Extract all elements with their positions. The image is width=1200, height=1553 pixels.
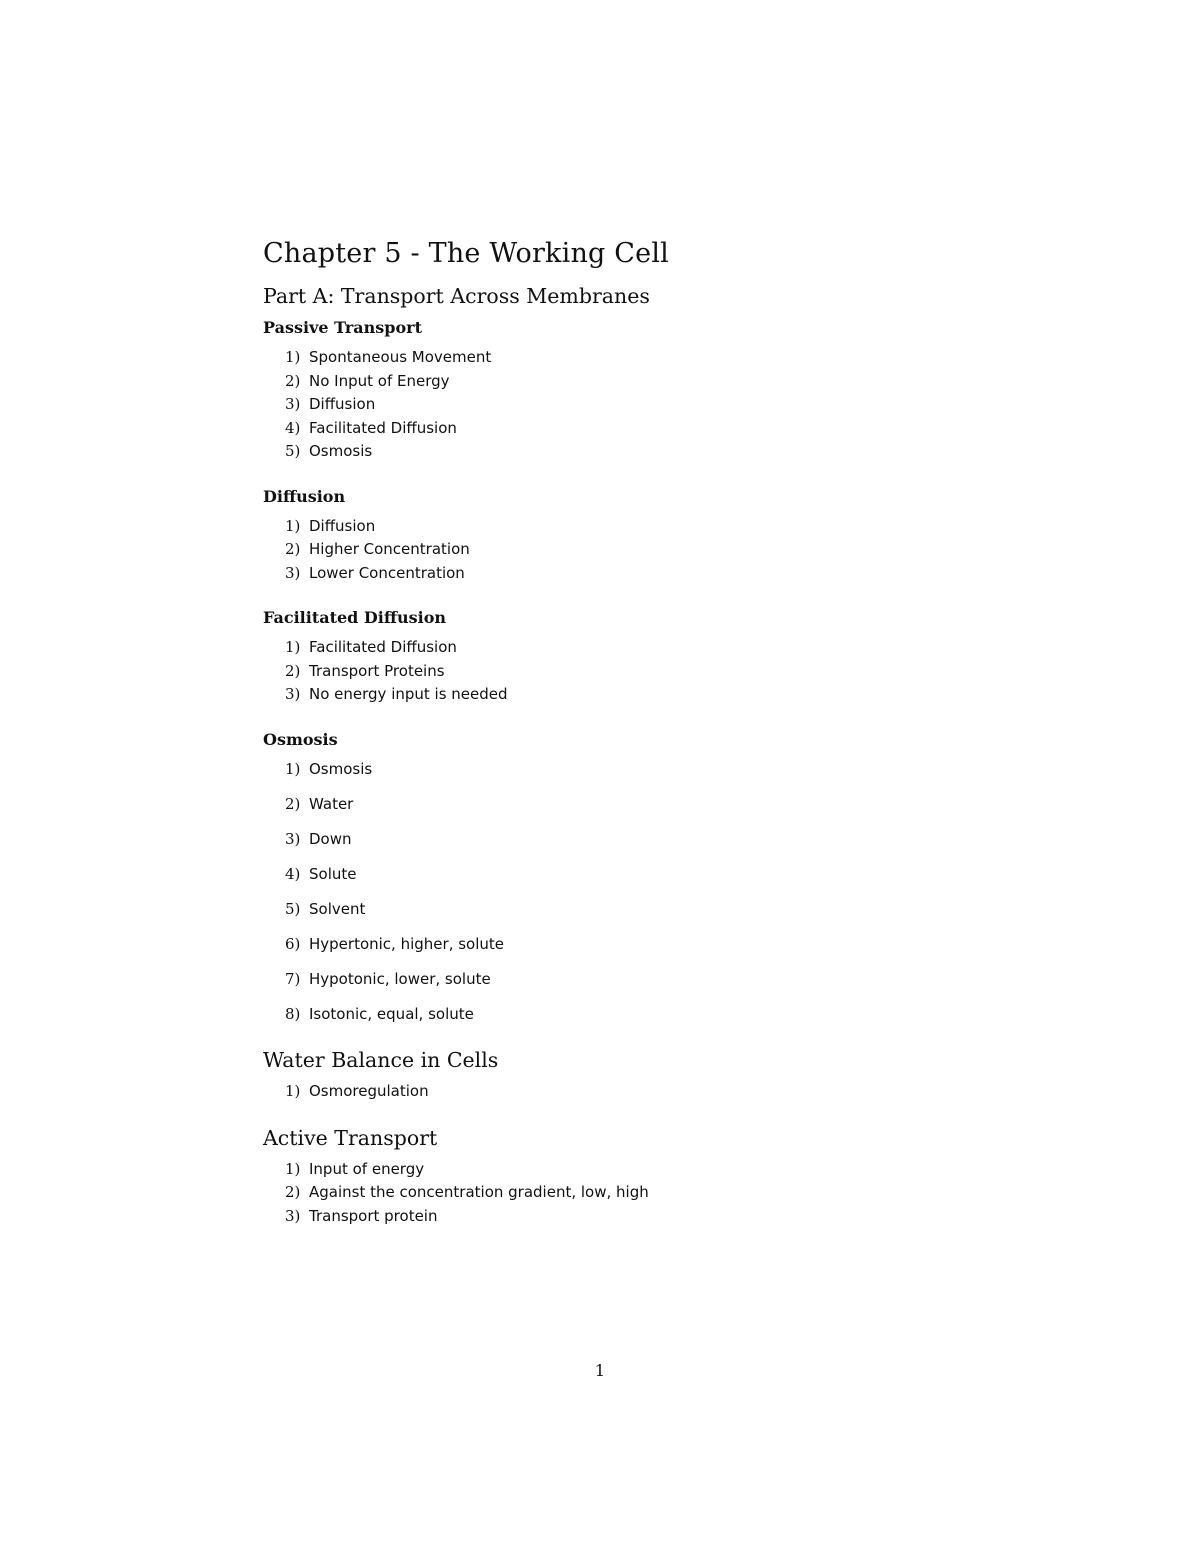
list-item [285, 538, 963, 562]
list-item [285, 1003, 963, 1027]
list-item [285, 1080, 963, 1104]
list-item [285, 1181, 963, 1205]
osmosis-heading: Osmosis [263, 729, 338, 749]
list-item [285, 370, 963, 394]
item-text: Isotonic, equal, solute [309, 1005, 474, 1024]
water-balance-list [263, 1080, 963, 1104]
item-number: 2) [285, 1183, 301, 1202]
list-item [285, 636, 963, 660]
item-text: Facilitated Diffusion [309, 418, 457, 437]
item-text: Lower Concentration [309, 563, 465, 582]
item-number: 2) [285, 540, 301, 558]
item-text: Diffusion [309, 516, 376, 535]
page-content [263, 232, 963, 1228]
item-number: 3) [285, 1206, 301, 1225]
list-item [285, 1205, 963, 1229]
item-number: 3) [285, 685, 301, 703]
item-text: Osmosis [309, 442, 373, 460]
item-text: Against the concentration gradient, low, high [309, 1183, 649, 1202]
item-text: Hypertonic, higher, solute [309, 934, 504, 953]
item-text: Hypotonic, lower, solute [309, 970, 491, 989]
item-text: Diffusion [309, 395, 376, 413]
item-text: Higher Concentration [309, 540, 470, 558]
item-number: 1) [285, 1159, 301, 1178]
list-item [285, 346, 963, 370]
item-text: Water [309, 794, 354, 813]
item-number: 6) [285, 934, 301, 953]
active-transport-list [263, 1158, 963, 1229]
item-text: Spontaneous Movement [309, 348, 492, 366]
item-number: 1) [285, 516, 301, 535]
item-number: 7) [285, 970, 301, 989]
diffusion-list [263, 515, 963, 586]
list-item [285, 758, 963, 782]
list-item [285, 660, 963, 684]
spacer [263, 585, 963, 605]
item-text: Solvent [309, 899, 366, 918]
active-transport-heading: Active Transport [263, 1125, 438, 1150]
list-item [285, 440, 963, 464]
list-item [285, 515, 963, 539]
list-item [285, 863, 963, 887]
item-text: No Input of Energy [309, 371, 450, 390]
item-number: 5) [285, 899, 301, 918]
item-text: Facilitated Diffusion [309, 638, 457, 656]
chapter-title: Chapter 5 - The Working Cell [263, 238, 670, 269]
list-item [285, 417, 963, 441]
item-text: Transport Proteins [309, 661, 445, 680]
water-balance-heading: Water Balance in Cells [263, 1048, 499, 1073]
item-number: 3) [285, 563, 301, 582]
list-item [285, 1158, 963, 1182]
item-text: Down [309, 829, 352, 848]
list-item [285, 562, 963, 586]
facilitated-diffusion-heading: Facilitated Diffusion [263, 608, 447, 627]
item-text: Input of energy [309, 1159, 425, 1178]
item-number: 5) [285, 442, 301, 460]
list-item [285, 683, 963, 707]
item-number: 2) [285, 371, 301, 390]
list-item [285, 793, 963, 817]
list-item [285, 898, 963, 922]
item-number: 1) [285, 1082, 301, 1101]
item-text: No energy input is needed [309, 685, 508, 703]
list-item [285, 828, 963, 852]
spacer [263, 1104, 963, 1122]
spacer [263, 464, 963, 484]
item-number: 8) [285, 1005, 301, 1024]
item-number: 3) [285, 829, 301, 848]
page-number: 1 [594, 1361, 606, 1380]
diffusion-heading: Diffusion [263, 486, 346, 506]
passive-transport-list [263, 346, 963, 464]
item-number: 1) [285, 348, 301, 366]
list-item [285, 393, 963, 417]
item-number: 1) [285, 638, 301, 656]
list-item [285, 933, 963, 957]
item-text: Osmoregulation [309, 1082, 429, 1101]
part-title: Part A: Transport Across Membranes [263, 284, 650, 308]
item-text: Osmosis [309, 759, 373, 778]
item-text: Solute [309, 864, 357, 883]
item-number: 4) [285, 418, 301, 437]
passive-transport-heading: Passive Transport [263, 318, 422, 337]
osmosis-list [263, 758, 963, 1027]
item-text: Transport protein [309, 1206, 438, 1225]
list-item [285, 968, 963, 992]
spacer [263, 707, 963, 727]
item-number: 3) [285, 395, 301, 413]
item-number: 1) [285, 759, 301, 778]
facilitated-diffusion-list [263, 636, 963, 707]
item-number: 2) [285, 794, 301, 813]
item-number: 4) [285, 864, 301, 883]
item-number: 2) [285, 661, 301, 680]
